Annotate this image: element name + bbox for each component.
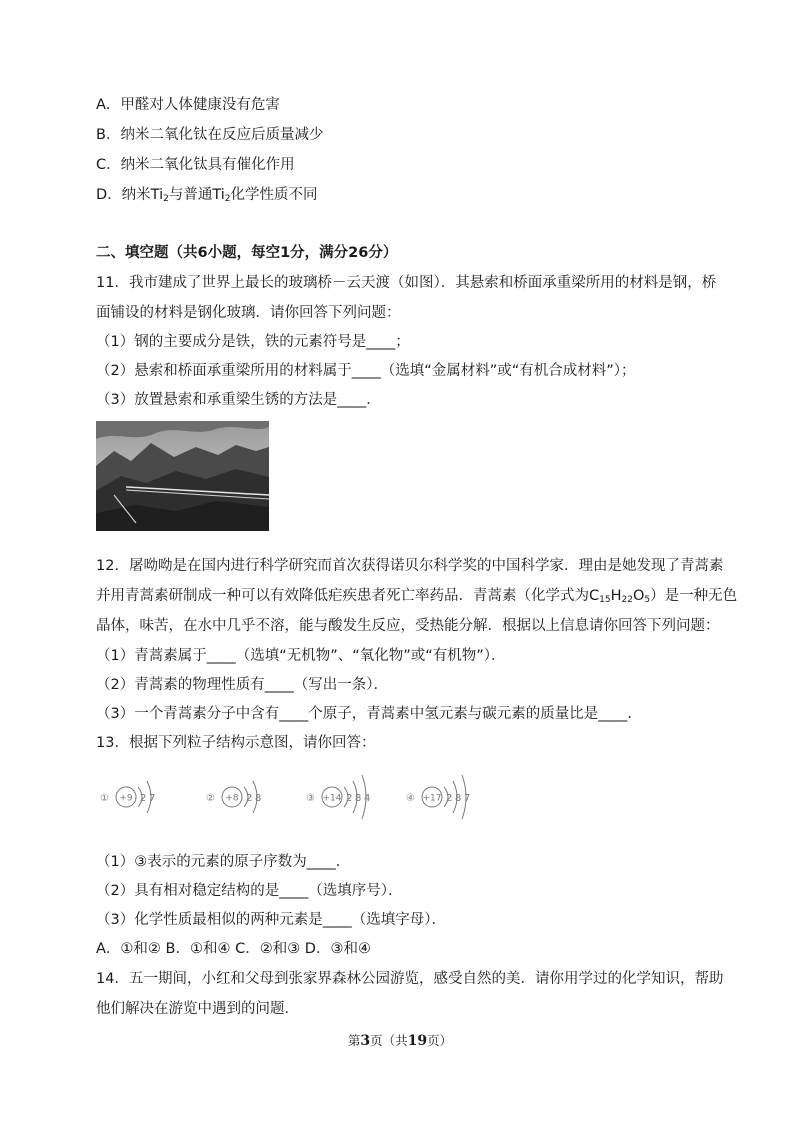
q12-stem-text: 并用青蒿素研制成一种可以有效降低疟疾患者死亡率药品．青蒿素（化学式为C (96, 588, 600, 604)
bridge-photo-image (96, 421, 269, 531)
q13-part-2: （2）具有相对稳定结构的是____（选填序号）． (96, 883, 403, 899)
total-pages: 19 (407, 1033, 428, 1049)
atom-diagram (100, 781, 155, 813)
q13-stem: 13．根据下列粒子结构示意图，请你回答： (96, 735, 376, 751)
option-d (96, 185, 318, 209)
option-d-text: 与普通Ti (168, 187, 225, 203)
q14-stem-line: 14．五一期间，小红和父母到张家界森林公园游览，感受自然的美．请你用学过的化学知识，帮助 (96, 971, 724, 987)
subscript: 15 (599, 595, 611, 605)
page-number: 3 (360, 1033, 371, 1049)
footer-text: 页） (427, 1033, 453, 1048)
electron-count: 8 (355, 793, 362, 804)
subscript: 22 (621, 595, 633, 605)
option-d-text: D．纳米Ti (96, 187, 164, 203)
diagram-label: ③ (306, 793, 315, 804)
atom-diagram (206, 781, 261, 813)
page-footer (0, 1031, 800, 1049)
q12-stem-text: ）是一种无色 (650, 588, 738, 604)
option-b: B．纳米二氧化钛在反应后质量减少 (96, 127, 324, 143)
diagram-label: ① (100, 793, 109, 804)
q11-part-1: （1）钢的主要成分是铁，铁的元素符号是____； (96, 334, 410, 350)
electron-count: 2 (446, 793, 453, 804)
electron-count: 7 (149, 793, 156, 804)
subscript: 5 (644, 595, 651, 605)
atom-diagram (406, 775, 470, 819)
q12-part-1: （1）青蒿素属于____（选填“无机物”、“氧化物”或“有机物”）． (96, 648, 506, 664)
diagram-label: ② (206, 793, 215, 804)
section-title: 二、填空题（共6小题，每空1分，满分26分） (96, 245, 398, 261)
particle-structure-diagrams (96, 760, 482, 834)
subscript: 2 (224, 194, 231, 204)
atom-diagram (306, 775, 370, 819)
q11-part-2: （2）悬索和桥面承重梁所用的材料属于____（选填“金属材料”或“有机合成材料”）； (96, 363, 636, 379)
q14-stem-line: 他们解决在游览中遇到的问题． (96, 1001, 299, 1017)
electron-count: 2 (246, 793, 253, 804)
bridge-photo (96, 421, 269, 531)
footer-text: 页（共 (370, 1033, 408, 1048)
q13-part-3: （3）化学性质最相似的两种元素是____（选填字母）． (96, 912, 446, 928)
q11-part-3: （3）放置悬索和承重梁生锈的方法是____． (96, 392, 381, 408)
nucleus-charge: +17 (422, 793, 442, 804)
electron-count: 4 (364, 793, 371, 804)
option-a: A．甲醛对人体健康没有危害 (96, 97, 280, 113)
q12-stem-line: 12．屠呦呦是在国内进行科学研究而首次获得诺贝尔科学奖的中国科学家．理由是她发现了青蒿素 (96, 558, 724, 574)
q13-choices: A．①和② B．①和④ C．②和③ D．③和④ (96, 941, 371, 957)
q12-part-2: （2）青蒿素的物理性质有____（写出一条）． (96, 677, 388, 693)
q12-stem-line: 晶体，味苦，在水中几乎不溶，能与酸发生反应，受热能分解．根据以上信息请你回答下列问题： (96, 618, 720, 634)
q12-stem-line (96, 586, 737, 610)
q11-stem-line: 11．我市建成了世界上最长的玻璃桥－云天渡（如图）．其悬索和桥面承重梁所用的材料是钢，桥 (96, 275, 717, 291)
q12-part-3: （3）一个青蒿素分子中含有____个原子，青蒿素中氢元素与碳元素的质量比是____． (96, 706, 642, 722)
diagram-label: ④ (406, 793, 415, 804)
formula-element: O (632, 588, 645, 604)
atom-diagrams-svg (96, 760, 482, 834)
footer-text: 第 (347, 1033, 361, 1048)
subscript: 2 (163, 194, 169, 204)
option-c: C．纳米二氧化钛具有催化作用 (96, 157, 295, 173)
nucleus-charge: +9 (119, 793, 133, 804)
formula-element: H (610, 588, 622, 604)
nucleus-charge: +14 (322, 793, 342, 804)
electron-count: 2 (140, 793, 147, 804)
nucleus-charge: +8 (225, 793, 239, 804)
electron-count: 7 (464, 793, 471, 804)
q13-part-1: （1）③表示的元素的原子序数为____． (96, 854, 351, 870)
electron-count: 8 (455, 793, 462, 804)
q11-stem-line: 面铺设的材料是钢化玻璃．请你回答下列问题： (96, 305, 401, 321)
electron-count: 2 (346, 793, 353, 804)
option-d-text: 化学性质不同 (230, 187, 318, 203)
electron-count: 8 (255, 793, 262, 804)
